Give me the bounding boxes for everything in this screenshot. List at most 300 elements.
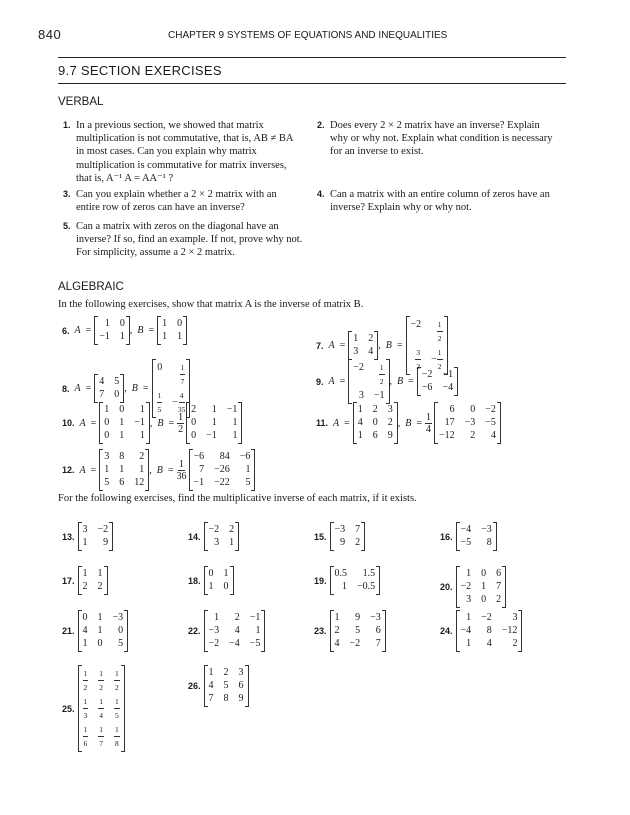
matrix-entry: −6: [239, 451, 251, 462]
verbal-exercise: [63, 220, 303, 260]
matrix-entry: $\frac{1}{7}$: [99, 725, 104, 748]
inverse-pair-exercise: [62, 316, 187, 345]
matrix-entry: 2: [139, 451, 145, 462]
matrix-label-b: B: [405, 417, 412, 429]
matrix-entry: $\frac{1}{2}$: [437, 320, 442, 343]
scalar-denominator: 2: [178, 423, 184, 435]
matrix-label-b: B: [131, 383, 138, 394]
matrix-entry: −5: [249, 638, 261, 649]
matrix-entry: −2: [349, 638, 361, 649]
matrix: [434, 402, 501, 444]
matrix-label-a: A: [79, 417, 86, 429]
comma: ,: [124, 383, 127, 394]
matrix: [186, 402, 242, 444]
matrix-entry: 0: [118, 625, 124, 636]
matrix: [157, 316, 187, 345]
matrix-entry: 3: [104, 451, 110, 462]
exercise-number: 23.: [314, 626, 327, 636]
matrix-entry: 17: [444, 417, 455, 428]
matrix-entry: − $\frac{4}{35}$: [172, 391, 186, 414]
scalar-numerator: 1: [426, 411, 432, 423]
find-inverse-exercise: [188, 665, 249, 707]
matrix-entry: 1: [223, 568, 229, 579]
exercise-number: 14.: [188, 531, 201, 542]
comma: ,: [129, 325, 133, 336]
matrix-entry: 5: [355, 625, 361, 636]
exercise-number: 20.: [440, 582, 453, 592]
equals-sign: =: [416, 417, 423, 429]
equals-sign: =: [90, 417, 97, 429]
matrix-entry: 6: [238, 680, 244, 691]
matrix-entry: 2: [512, 638, 518, 649]
matrix-entry: $\frac{1}{2}$: [99, 669, 104, 692]
matrix-entry: $\frac{1}{5}$: [115, 697, 119, 720]
matrix-label-b: B: [157, 417, 164, 429]
matrix-entry: −3: [464, 417, 476, 428]
exercise-text-line: Can a matrix with zeros on the diagonal have an: [76, 221, 279, 232]
exercise-text-line: multiplication is commutative for matrix inverses,: [76, 159, 287, 171]
matrix-entry: 4: [357, 417, 363, 428]
matrix-entry: 8: [486, 625, 492, 636]
matrix-entry: 1: [357, 430, 363, 441]
matrix-entry: 1: [162, 318, 168, 329]
find-inverse-exercise: [314, 522, 365, 551]
matrix-entry: 9: [340, 537, 346, 548]
matrix-entry: 1: [466, 612, 472, 623]
matrix-entry: 1: [97, 568, 103, 579]
comma: ,: [378, 340, 381, 351]
matrix-label-a: A: [74, 325, 81, 336]
matrix-entry: 6: [119, 477, 125, 488]
equals-sign: =: [85, 325, 92, 336]
exercise-text-line: for an inverse to exist.: [330, 146, 424, 158]
matrix-entry: $\frac{1}{4}$: [99, 697, 104, 720]
matrix: [94, 374, 124, 403]
matrix-entry: 2: [496, 594, 502, 605]
page-number: 840: [38, 27, 62, 42]
matrix-entry: 1: [82, 568, 88, 579]
matrix-entry: 0: [191, 430, 197, 441]
matrix-entry: 3: [512, 612, 518, 623]
exercise-number: 16.: [440, 531, 453, 542]
matrix: [99, 402, 150, 444]
equals-sign: =: [396, 340, 403, 351]
matrix: [417, 367, 458, 396]
running-header: [168, 30, 447, 41]
matrix-entry: −4: [460, 524, 472, 535]
matrix-entry: −6: [421, 382, 433, 393]
matrix-entry: −1: [206, 430, 217, 441]
exercise-text-line: Can you explain whether a 2 × 2 matrix with an: [76, 189, 277, 200]
verbal-exercise: [317, 188, 550, 214]
exercise-text-line: inverse? Explain why or why not.: [330, 202, 472, 214]
matrix-entry: 7: [199, 464, 205, 475]
matrix-entry: −26: [214, 464, 230, 475]
exercise-number: 12.: [62, 465, 75, 475]
matrix-entry: 9: [355, 612, 361, 623]
matrix-label-b: B: [156, 464, 163, 476]
matrix-entry: 84: [219, 451, 230, 462]
matrix-entry: 2: [334, 625, 340, 636]
matrix: [348, 331, 378, 360]
matrix: [204, 522, 240, 551]
matrix-entry: 7: [496, 581, 502, 592]
exercise-number: 22.: [188, 626, 201, 636]
matrix-entry: 0: [191, 417, 197, 428]
matrix-entry: 4: [234, 625, 240, 636]
matrix-entry: $\frac{1}{7}$: [180, 363, 185, 386]
exercise-number: 4.: [317, 189, 325, 199]
matrix-entry: 2: [97, 581, 103, 592]
matrix-entry: 1: [466, 638, 472, 649]
matrix-entry: $\frac{1}{3}$: [83, 697, 88, 720]
matrix-entry: 4: [486, 638, 492, 649]
matrix-entry: −4: [229, 638, 240, 649]
matrix-entry: 1: [139, 464, 145, 475]
section-rule-top: [58, 57, 566, 58]
matrix-entry: 8: [119, 451, 125, 462]
find-inverse-exercise: [62, 665, 125, 752]
matrix-entry: 0: [82, 612, 88, 623]
matrix-label-a: A: [328, 340, 335, 351]
matrix-entry: −12: [501, 625, 518, 636]
comma: ,: [149, 464, 152, 476]
matrix-entry: 3: [387, 404, 393, 415]
matrix-entry: −5: [460, 537, 472, 548]
inverse-pair-exercise: [62, 449, 255, 491]
matrix-entry: −2: [421, 369, 433, 380]
matrix-entry: 3: [466, 594, 472, 605]
matrix-entry: 0: [114, 389, 120, 400]
matrix-entry: 4: [82, 625, 88, 636]
matrix-entry: −2: [481, 612, 492, 623]
exercise-number: 10.: [62, 418, 75, 428]
matrix: [330, 566, 381, 595]
matrix-entry: −1: [442, 369, 454, 380]
matrix-entry: 2: [372, 404, 378, 415]
inverse-pair-exercise: [62, 402, 242, 444]
matrix-entry: 2: [229, 524, 235, 535]
matrix-entry: 2: [368, 333, 374, 344]
equals-sign: =: [142, 383, 149, 394]
matrix-entry: −4: [442, 382, 454, 393]
matrix-entry: 0: [208, 568, 214, 579]
matrix-entry: $\frac{3}{2}$: [416, 348, 421, 371]
exercise-number: 21.: [62, 626, 75, 636]
equals-sign: =: [167, 464, 174, 476]
matrix-entry: −3: [370, 612, 381, 623]
exercise-number: 3.: [63, 189, 71, 199]
equals-sign: =: [339, 376, 346, 387]
matrix-label-a: A: [74, 383, 81, 394]
equals-sign: =: [408, 376, 414, 387]
find-inverse-exercise: [62, 610, 128, 652]
matrix-entry: 8: [486, 537, 492, 548]
matrix-entry: 4: [99, 376, 105, 387]
exercise-text-line: that is, A⁻¹ A = AA⁻¹ ?: [76, 172, 174, 184]
matrix-entry: 1: [119, 417, 125, 428]
matrix-entry: 4: [334, 638, 340, 649]
matrix: [348, 359, 389, 404]
matrix-entry: −1: [226, 404, 238, 415]
equals-sign: =: [339, 340, 346, 351]
exercise-number: 6.: [62, 325, 70, 336]
matrix-entry: −4: [460, 625, 472, 636]
exercise-number: 8.: [62, 383, 70, 394]
matrix-entry: 1: [208, 667, 214, 678]
matrix-entry: 1: [211, 417, 217, 428]
matrix-entry: 9: [103, 537, 109, 548]
matrix-entry: 4: [490, 430, 496, 441]
matrix-entry: −2: [353, 362, 364, 373]
matrix-entry: −2: [410, 319, 422, 330]
matrix: [204, 610, 266, 652]
verbal-exercise: [63, 119, 294, 185]
instruction-find-inverse: For the following exercises, find the multiplicative inverse of each matrix, if it exists.: [58, 493, 417, 504]
exercise-number: 13.: [62, 531, 75, 542]
matrix-entry: 0.5: [334, 568, 348, 579]
matrix-entry: 1.5: [362, 568, 376, 579]
scalar-fraction: [425, 412, 432, 435]
matrix-entry: −2: [208, 524, 220, 535]
exercise-text-line: entire row of zeros can have an inverse?: [76, 202, 245, 214]
matrix-entry: 5: [223, 680, 229, 691]
matrix-entry: −1: [373, 390, 385, 401]
matrix: [330, 610, 386, 652]
section-rule-bottom: [58, 83, 566, 84]
matrix: [189, 449, 256, 491]
matrix-entry: $\frac{1}{8}$: [115, 725, 119, 748]
exercise-number: 24.: [440, 626, 453, 636]
verbal-exercise: [63, 188, 277, 214]
matrix-entry: 1: [232, 417, 238, 428]
matrix-entry: 7: [375, 638, 381, 649]
matrix-entry: 5: [245, 477, 251, 488]
matrix-entry: 7: [99, 389, 105, 400]
equals-sign: =: [344, 417, 350, 429]
matrix-entry: 1: [214, 612, 220, 623]
matrix: [78, 522, 114, 551]
matrix-entry: 1: [255, 625, 261, 636]
matrix-entry: 1: [232, 430, 238, 441]
matrix-entry: 2: [234, 612, 240, 623]
equals-sign: =: [90, 464, 97, 476]
matrix-entry: 1: [342, 581, 348, 592]
matrix: [456, 522, 497, 551]
matrix-entry: 2: [387, 417, 393, 428]
equals-sign: =: [85, 383, 92, 394]
matrix-entry: 0: [119, 404, 125, 415]
matrix-entry: −1: [193, 477, 205, 488]
matrix-entry: 3: [82, 524, 88, 535]
scalar-denominator: 36: [176, 470, 187, 482]
matrix-entry: 1: [104, 404, 110, 415]
matrix-entry: $\frac{1}{2}$: [379, 363, 384, 386]
comma: ,: [149, 417, 153, 429]
matrix: [353, 402, 398, 444]
matrix-label-b: B: [385, 340, 392, 351]
matrix-entry: 12: [134, 477, 145, 488]
matrix: [78, 566, 108, 595]
find-inverse-exercise: [188, 566, 234, 595]
exercise-text-line: For simplicity, assume a 2 × 2 matrix.: [76, 247, 235, 259]
matrix-entry: 1: [119, 331, 125, 342]
matrix-entry: 1: [119, 430, 125, 441]
matrix-entry: −2: [485, 404, 496, 415]
find-inverse-exercise: [62, 566, 108, 595]
matrix-entry: 8: [223, 693, 229, 704]
matrix-entry: $\frac{1}{2}$: [83, 669, 88, 692]
matrix-entry: 3: [358, 390, 364, 401]
matrix-label-a: A: [328, 376, 335, 387]
matrix-entry: 5: [118, 638, 124, 649]
matrix-entry: 0: [157, 362, 163, 373]
matrix-label-b: B: [397, 376, 404, 387]
scalar-numerator: 1: [179, 458, 185, 470]
matrix-entry: 3: [214, 537, 220, 548]
exercise-number: 15.: [314, 531, 327, 542]
matrix: [204, 566, 234, 595]
matrix: [94, 316, 130, 345]
matrix-entry: 6: [372, 430, 378, 441]
matrix-entry: −2: [460, 581, 472, 592]
matrix-entry: −1: [249, 612, 261, 623]
matrix-entry: 0: [97, 638, 103, 649]
exercise-text-line: in most cases. Can you explain why matrix: [76, 146, 257, 158]
find-inverse-exercise: [314, 610, 386, 652]
matrix-entry: 1: [139, 404, 145, 415]
equals-sign: =: [148, 325, 155, 336]
matrix-entry: 1: [208, 581, 214, 592]
matrix-entry: −3: [112, 612, 124, 623]
matrix-entry: 7: [355, 524, 361, 535]
scalar-denominator: 4: [426, 423, 432, 435]
matrix-entry: 1: [97, 625, 103, 636]
matrix-entry: 2: [223, 667, 229, 678]
matrix-label-b: B: [137, 325, 144, 336]
matrix-entry: − $\frac{1}{2}$: [431, 348, 442, 371]
exercise-number: 26.: [188, 681, 201, 691]
exercise-text-line: In a previous section, we showed that matrix: [76, 120, 264, 131]
matrix: [456, 610, 523, 652]
matrix-entry: 0: [372, 417, 378, 428]
matrix-entry: −1: [99, 331, 110, 342]
matrix-entry: 0: [481, 594, 487, 605]
matrix-entry: 1: [82, 537, 88, 548]
matrix-entry: 5: [104, 477, 110, 488]
exercise-number: 25.: [62, 703, 75, 714]
exercise-text-line: multiplication is not commutative, that is, AB ≠ BA: [76, 133, 294, 145]
matrix-entry: 1: [119, 464, 125, 475]
matrix-entry: 1: [353, 333, 359, 344]
instruction-inverse-check: In the following exercises, show that matrix A is the inverse of matrix B.: [58, 299, 364, 310]
matrix-entry: 3: [238, 667, 244, 678]
inverse-pair-exercise: [316, 402, 501, 444]
matrix-entry: 0: [223, 581, 229, 592]
matrix-entry: 9: [387, 430, 393, 441]
matrix-entry: $\frac{1}{5}$: [157, 391, 162, 414]
scalar-fraction: [177, 412, 184, 435]
matrix-entry: 1: [245, 464, 251, 475]
matrix-entry: −12: [439, 430, 455, 441]
comma: ,: [389, 376, 393, 387]
matrix-entry: 1: [211, 404, 217, 415]
matrix-entry: 0: [104, 430, 110, 441]
find-inverse-exercise: [440, 522, 497, 551]
matrix-entry: 1: [104, 464, 110, 475]
matrix-entry: 0: [177, 318, 183, 329]
matrix-entry: −3: [208, 625, 220, 636]
matrix-entry: 1: [177, 331, 183, 342]
inverse-pair-exercise: [316, 359, 458, 404]
exercise-text-line: inverse? If so, find an example. If not, prove why not.: [76, 234, 303, 246]
verbal-heading: VERBAL: [58, 96, 104, 108]
matrix-entry: 3: [353, 346, 359, 357]
matrix-entry: 7: [208, 693, 214, 704]
matrix-entry: 6: [375, 625, 381, 636]
matrix: [99, 449, 149, 491]
matrix-entry: 6: [496, 568, 502, 579]
matrix-entry: 1: [229, 537, 235, 548]
matrix: [456, 566, 507, 608]
matrix-label-a: A: [333, 417, 340, 429]
matrix: [204, 665, 249, 707]
find-inverse-exercise: [440, 610, 522, 652]
matrix-entry: 1: [104, 318, 110, 329]
matrix-entry: $\frac{1}{2}$: [115, 669, 119, 692]
scalar-fraction: [177, 459, 187, 482]
matrix: [78, 610, 129, 652]
matrix-entry: 1: [82, 638, 88, 649]
matrix-entry: −22: [214, 477, 230, 488]
exercise-number: 11.: [316, 418, 329, 428]
exercise-number: 7.: [316, 340, 324, 351]
find-inverse-exercise: [188, 610, 265, 652]
find-inverse-exercise: [62, 522, 113, 551]
exercise-text-line: Can a matrix with an entire column of zeros have an: [330, 189, 550, 200]
matrix-entry: 2: [82, 581, 88, 592]
matrix: [330, 522, 366, 551]
matrix-entry: 1: [466, 568, 472, 579]
algebraic-heading: ALGEBRAIC: [58, 281, 124, 293]
exercise-text-line: Does every 2 × 2 matrix have an inverse? Explain: [330, 120, 540, 131]
matrix-entry: 1: [334, 612, 340, 623]
exercise-number: 9.: [316, 376, 324, 387]
comma: ,: [397, 417, 401, 429]
matrix-entry: 2: [470, 430, 476, 441]
scalar-numerator: 1: [178, 411, 184, 423]
find-inverse-exercise: [314, 566, 380, 595]
chapter-title: SYSTEMS OF EQUATIONS AND INEQUALITIES: [226, 30, 448, 41]
matrix-entry: 1: [139, 430, 145, 441]
matrix-entry: 1: [481, 581, 487, 592]
matrix-entry: 2: [191, 404, 197, 415]
matrix-entry: −6: [193, 451, 205, 462]
matrix-entry: 1: [162, 331, 168, 342]
matrix-entry: 4: [368, 346, 374, 357]
matrix-entry: 0: [470, 404, 476, 415]
exercise-text-line: why or why not. Explain what condition is necessary: [330, 133, 553, 145]
matrix-entry: −2: [97, 524, 109, 535]
matrix-entry: 1: [97, 612, 103, 623]
matrix-entry: −5: [485, 417, 496, 428]
section-title: 9.7 SECTION EXERCISES: [58, 63, 222, 78]
matrix-entry: 2: [355, 537, 361, 548]
matrix: [78, 665, 125, 752]
exercise-number: 17.: [62, 575, 75, 586]
matrix-entry: $\frac{1}{6}$: [83, 725, 88, 748]
matrix-entry: 0: [119, 318, 125, 329]
